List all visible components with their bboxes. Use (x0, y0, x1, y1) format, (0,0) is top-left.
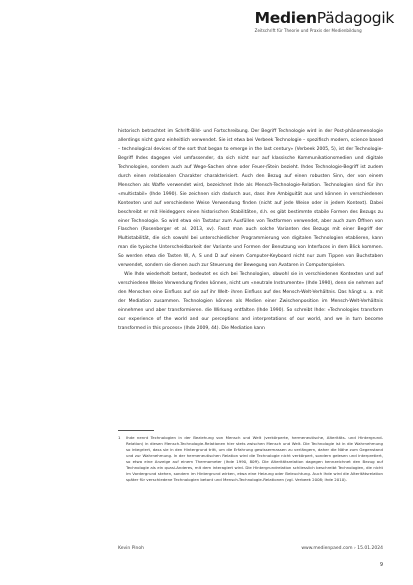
logo-light-text: Pädagogik (316, 9, 394, 27)
journal-logo (255, 10, 394, 33)
logo-wordmark (255, 10, 394, 26)
footnote-number: 1 (118, 435, 121, 440)
footnote-text: Ihde nennt Technologien in der Beziehung von Mensch und Welt (verkörperte, hermeneutische, Alteritäts- und Hintergrund-Relation) in diesen Mensch-Technologie-Relationen hier stets zwischen Mensch und Welt. Die Technologie ist in die Wahrnehmung so integriert, dass sie in den Hintergrund tritt, um die Erfahrung gewissermassen zu verlängern, daher die Nähe zum Gegenstand und zur Wahrnehmung. In der hermeneutischen Relation wird die Technologie nicht verkörpert, sondern gelesen und interpretiert, so etwa eine Anzeige auf einem Thermometer (Ihde 1990, 80ff). Die Alteritätsrelation dagegen kennzeichnet den Bezug auf Technologie als ein quasi-Anderes, mit dem interagiert wird. Die Hintergrundrelation schliesslich beschreibt Technologien, die nicht im Vordergrund stehen, sondern im Hintergrund wirken, etwa eine Heizung oder Beleuchtung. Auch Ihde wird die Alteritätsrelation später für verschiedene Technologien betont und Mensch-Technologie-Relationen (vgl. Verbeek 2008; Ihde 2010). (126, 435, 383, 483)
footnote-divider (118, 430, 154, 431)
body-paragraph (118, 128, 383, 334)
logo-tagline: Zeitschrift für Theorie und Praxis der Medienbildung (254, 28, 362, 33)
page-number: 9 (379, 562, 383, 568)
footer-author: Kevin Pinoh (118, 546, 145, 551)
logo-bold-text: Medien (254, 9, 317, 27)
paragraph-1: historisch betrachtet im Schrift-Bild- und Fortschreibung. Der Begriff Technologie wird in der Post-phänomenologie allerdings nicht ganz einheitlich verwendet. Sie ist etwa bei Verbeek Technologie – spezifisch modern, science based – technological devices of the sort that began to emerge in the last century» (Verbeek 2005, 5), ist der Technologie-Begriff Ihdes dagegen viel umfassender, da sich nicht nur auf klassische Kommunikationsmedien und digitale Technologien, sondern auch auf Wege-Sachen ohne oder Feuer-/Stein bezieht. Ihdes Technologie-Begriff ist zudem durch einen relationalen Charakter charakterisiert. Auch den Bezug auf einen robusten Sinn, der von einem Menschen als Waffe verwendet wird, bezeichnet Ihde als Mensch-Technologie-Relation. Technologien sind für ihn «multistabil» (Ihde 1990). Sie zeichnen sich dadurch aus, dass ihre Ambiguität aus und können in verschiedenen Kontexten und auf verschiedene Weise Verwendung finden (nicht auf jede Weise oder in jedem Kontext). Dabei beschreibt er mit Heideggers einen historischen Stabilitäten, d.h. es gibt bestimmte stabile Formen des Bezugs zu einer Technologie. So wird etwa ein Tastatur zum Ausfüllen von Textformen verwendet, aber auch zum Öffnen von Flaschen (Rosenberger et al. 2013, xv). Fasst man auch solche Varianten des Bezugs mit einer Begriff der Multistabilität, die sich sowohl bei unterschiedlicher Programmierung von digitalen Technologien etablieren, kann man die typische Unterscheidbarkeit der Variante und Formen der Benutzung von Interfaces in dem Blick kommen. So werden etwa die Tasten W, A, S und D auf einem Computer-Keyboard nicht nur zum Tippen von Buchstaben verwendet, sondern sie dienen auch zur Steuerung der Bewegung von Avataren in Computerspielen. (118, 129, 383, 269)
paragraph-2: Wie Ihde wiederholt betont, bedeutet es sich bei Technologien, obwohl sie in verschiedenen Kontexten und auf verschiedene Weise Verwendung finden können, nicht um «neutrale Instrumente» (Ihde 1990), denn sie nehmen auf den Menschen eine Einfluss auf sie auf ihr Welt- ihren Einfluss auf des Mensch-Welt-Verhältnis. Das hängt u. a. mit der Mediation zusammen. Technologien können als Medien einer Zwischenposition im Mensch-Welt-Verhältnis einnehmen und aber transformieren. die Wirkung entfalten (Ihde 1990). So schreibt Ihde: «Technologies transform our experience of the world and our perceptions and interpretations of our world, and we in turn become transformed in this process» (Ihde 2009, 44). Die Mediation kann (118, 272, 383, 331)
footer-journal-info: www.medienpaed.com › 15.01.2024 (301, 546, 383, 551)
footnote (118, 435, 383, 483)
